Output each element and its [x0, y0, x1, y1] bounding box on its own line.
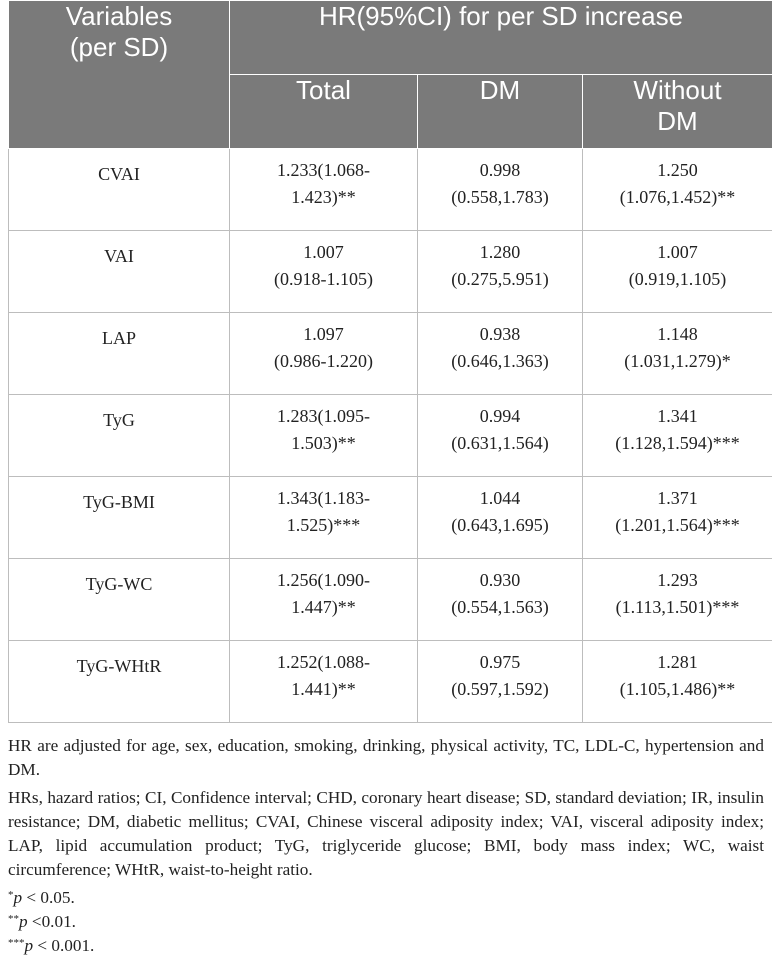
header-without-dm-line1: Without [633, 75, 722, 105]
value-line: 0.975 [479, 652, 521, 672]
header-total: Total [230, 75, 418, 149]
variable-name: VAI [9, 231, 230, 313]
without-dm-cell [583, 559, 772, 641]
dm-cell [418, 477, 583, 559]
significance-note-3 [8, 934, 764, 958]
header-without-dm [583, 75, 772, 149]
header-variables [9, 1, 230, 149]
significance-mark: ** [8, 913, 19, 925]
dm-cell [418, 149, 583, 231]
value-line: (0.558,1.783) [451, 187, 549, 207]
value-line: (0.631,1.564) [451, 433, 549, 453]
total-cell [230, 395, 418, 477]
dm-cell [418, 231, 583, 313]
value-line: (1.128,1.594)*** [615, 433, 740, 453]
table-row [9, 477, 772, 559]
total-cell [230, 149, 418, 231]
value-line: 1.283(1.095- [277, 406, 370, 426]
value-line: 1.256(1.090- [277, 570, 370, 590]
value-line: 0.930 [479, 570, 521, 590]
without-dm-cell [583, 231, 772, 313]
hazard-ratio-table [8, 0, 772, 723]
value-line: (0.643,1.695) [451, 515, 549, 535]
p-symbol: p [19, 912, 28, 931]
value-line: 1.441)** [291, 679, 356, 699]
value-line: (0.554,1.563) [451, 597, 549, 617]
variable-name: TyG-WC [9, 559, 230, 641]
dm-cell [418, 641, 583, 723]
significance-note-2 [8, 910, 764, 934]
value-line: 1.447)** [291, 597, 356, 617]
significance-mark: * [8, 889, 14, 901]
value-line: (0.986-1.220) [274, 351, 373, 371]
value-line: (1.076,1.452)** [619, 187, 736, 207]
dm-cell [418, 395, 583, 477]
total-cell [230, 313, 418, 395]
value-line: 0.998 [479, 160, 521, 180]
value-line: 1.343(1.183- [277, 488, 370, 508]
table-footnotes [8, 734, 764, 958]
without-dm-cell [583, 313, 772, 395]
value-line: 1.233(1.068- [277, 160, 370, 180]
value-line: 1.371 [657, 488, 698, 508]
table-row [9, 313, 772, 395]
value-line: 1.503)** [291, 433, 356, 453]
value-line: 0.994 [479, 406, 521, 426]
adjustment-note: HR are adjusted for age, sex, education, smoking, drinking, physical activity, TC, LDL-C, hypertension and DM. [8, 736, 764, 779]
value-line: 1.007 [303, 242, 344, 262]
without-dm-cell [583, 149, 772, 231]
table-row [9, 641, 772, 723]
dm-cell [418, 559, 583, 641]
table-row [9, 395, 772, 477]
variable-name: TyG-WHtR [9, 641, 230, 723]
value-line: (0.646,1.363) [451, 351, 549, 371]
value-line: (1.105,1.486)** [619, 679, 736, 699]
value-line: (0.275,5.951) [451, 269, 549, 289]
value-line: (1.201,1.564)*** [615, 515, 740, 535]
variable-name: CVAI [9, 149, 230, 231]
value-line: 1.007 [657, 242, 698, 262]
header-variables-line1: Variables [65, 1, 173, 31]
total-cell [230, 231, 418, 313]
table-row [9, 231, 772, 313]
variable-name: TyG [9, 395, 230, 477]
table-row [9, 559, 772, 641]
significance-note-1 [8, 886, 764, 910]
value-line: 1.423)** [291, 187, 356, 207]
value-line: 1.148 [657, 324, 698, 344]
value-line: 1.252(1.088- [277, 652, 370, 672]
variable-name: LAP [9, 313, 230, 395]
value-line: 1.250 [657, 160, 698, 180]
value-line: 1.281 [657, 652, 698, 672]
table-row [9, 149, 772, 231]
header-variables-line2: (per SD) [69, 32, 169, 62]
p-symbol: p [13, 888, 23, 907]
value-line: (1.113,1.501)*** [615, 597, 740, 617]
abbreviations-note: HRs, hazard ratios; CI, Confidence interval; CHD, coronary heart disease; SD, standard deviation; IR, insulin resistance; DM, diabetic mellitus; CVAI, Chinese visceral adiposity index; VAI, visceral adiposity index; LAP, lipid accumulation product; TyG, triglyceride glucose; BMI, body mass index; WC, waist circumference; WHtR, waist-to-height ratio. [8, 788, 764, 879]
header-without-dm-line2: DM [657, 106, 698, 136]
variable-name: TyG-BMI [9, 477, 230, 559]
total-cell [230, 559, 418, 641]
value-line: 0.938 [479, 324, 521, 344]
value-line: 1.044 [479, 488, 521, 508]
value-line: (0.919,1.105) [628, 269, 727, 289]
significance-mark: *** [8, 937, 25, 949]
value-line: 1.293 [657, 570, 698, 590]
without-dm-cell [583, 641, 772, 723]
significance-text: <0.01. [27, 912, 76, 931]
significance-text: < 0.05. [22, 888, 75, 907]
without-dm-cell [583, 477, 772, 559]
value-line: 1.097 [303, 324, 344, 344]
total-cell [230, 641, 418, 723]
dm-cell [418, 313, 583, 395]
value-line: 1.525)*** [286, 515, 361, 535]
value-line: (0.918-1.105) [274, 269, 373, 289]
header-hr-group: HR(95%CI) for per SD increase [230, 1, 772, 75]
p-symbol: p [24, 936, 34, 955]
total-cell [230, 477, 418, 559]
significance-text: < 0.001. [33, 936, 95, 955]
header-dm: DM [418, 75, 583, 149]
value-line: 1.280 [479, 242, 521, 262]
without-dm-cell [583, 395, 772, 477]
table-container [8, 0, 772, 723]
value-line: (1.031,1.279)* [624, 351, 731, 371]
value-line: 1.341 [657, 406, 698, 426]
value-line: (0.597,1.592) [451, 679, 549, 699]
